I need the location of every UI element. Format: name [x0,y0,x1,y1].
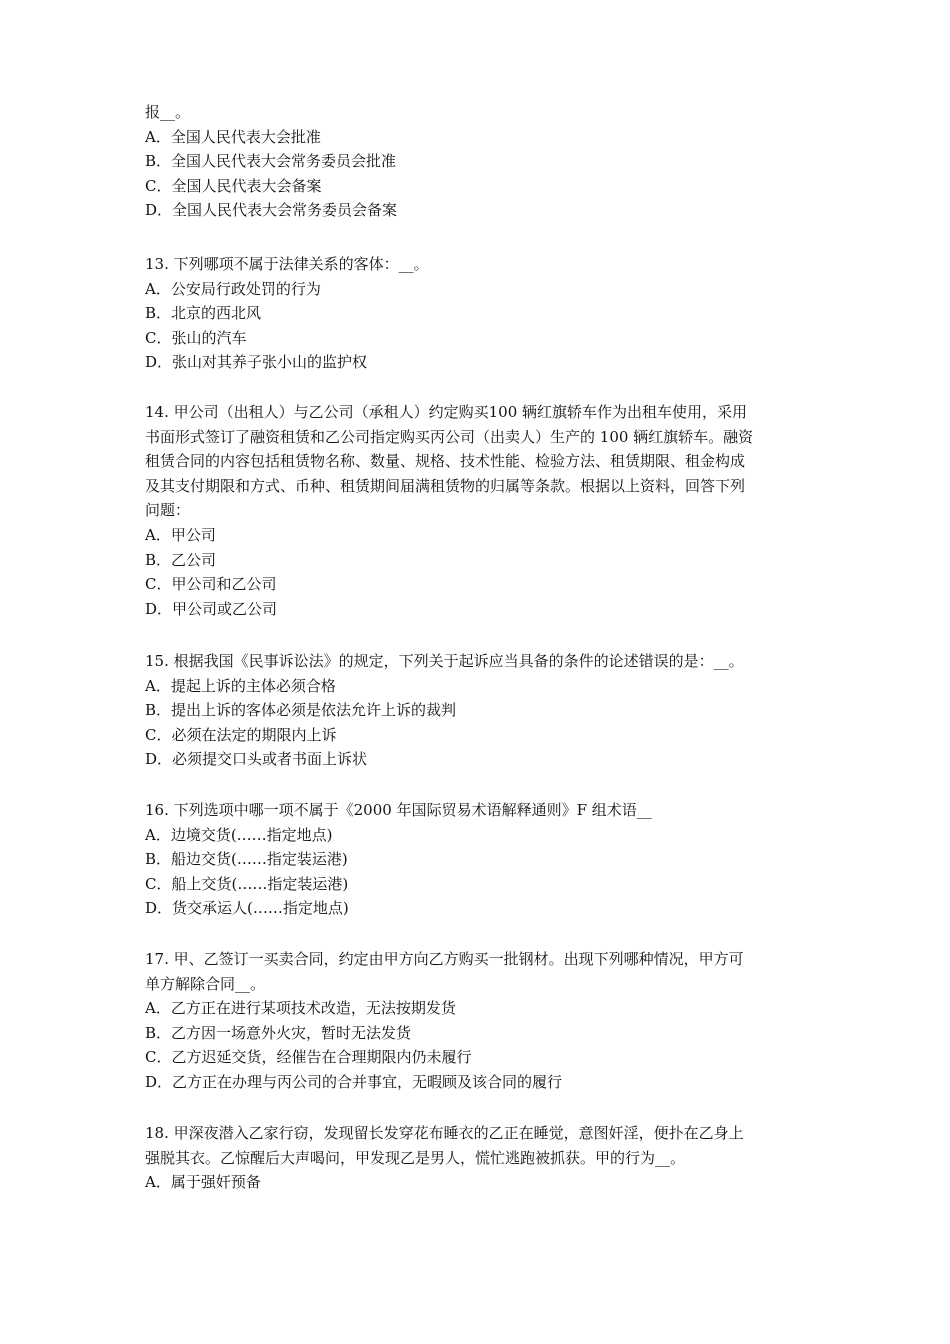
question-15 [145,649,825,772]
question-stem: 15. 根据我国《民事诉讼法》的规定，下列关于起诉应当具备的条件的论述错误的是：__。 [145,652,744,670]
option-d: D．全国人民代表大会常务委员会备案 [145,201,398,220]
option-d: D．乙方正在办理与丙公司的合并事宜，无暇顾及该合同的履行 [145,1072,563,1091]
question-stem-line: 租赁合同的内容包括租赁物名称、数量、规格、技术性能、检验方法、租赁期限、租金构成 [145,452,746,471]
question-18 [145,1121,825,1195]
option-c: C．必须在法定的期限内上诉 [145,725,337,744]
option-d: D．甲公司或乙公司 [145,599,278,618]
question-stem-line: 18. 甲深夜潜入乙家行窃，发现留长发穿花布睡衣的乙正在睡觉，意图奸淫，便扑在乙身上 [145,1124,744,1142]
option-a: A．属于强奸预备 [145,1173,261,1192]
option-a: A．提起上诉的主体必须合格 [145,676,336,695]
option-a: A．边境交货(……指定地点) [145,825,333,844]
question-13 [145,252,825,375]
option-c: C．船上交货(……指定装运港) [145,874,349,893]
question-17 [145,947,825,1095]
question-stem-line: 书面形式签订了融资租赁和乙公司指定购买丙公司（出卖人）生产的 100 辆红旗轿车。融资 [145,427,754,446]
option-c: C．甲公司和乙公司 [145,575,277,594]
option-a: A．公安局行政处罚的行为 [145,279,321,298]
option-c: C．乙方迟延交货，经催告在合理期限内仍未履行 [145,1048,472,1067]
question-stem-line: 单方解除合同__。 [145,974,266,993]
option-b: B．提出上诉的客体必须是依法允许上诉的裁判 [145,701,457,720]
question-14 [145,400,825,621]
option-b: B．北京的西北风 [145,304,262,323]
option-a: A．乙方正在进行某项技术改造，无法按期发货 [145,999,456,1018]
question-stem-line: 问题： [145,501,191,520]
question-stem-line: 及其支付期限和方式、币种、租赁期间届满租赁物的归属等条款。根据以上资料，回答下列 [145,476,746,495]
question-stem: 报__。 [145,103,191,121]
option-c: C．张山的汽车 [145,328,247,347]
option-c: C．全国人民代表大会备案 [145,176,322,195]
question-stem-line: 14. 甲公司（出租人）与乙公司（承租人）约定购买100 辆红旗轿车作为出租车使用，采用 [145,403,748,421]
question-stem: 13. 下列哪项不属于法律关系的客体：__。 [145,255,429,273]
option-d: D．货交承运人(……指定地点) [145,899,349,918]
option-b: B．乙方因一场意外火灾，暂时无法发货 [145,1023,412,1042]
option-d: D．必须提交口头或者书面上诉状 [145,750,368,769]
option-d: D．张山对其养子张小山的监护权 [145,353,368,372]
option-a: A．甲公司 [145,525,216,544]
option-a: A．全国人民代表大会批准 [145,127,321,146]
question-stem: 16. 下列选项中哪一项不属于《2000 年国际贸易术语解释通则》F 组术语__ [145,801,652,819]
option-b: B．乙公司 [145,550,217,569]
option-b: B．全国人民代表大会常务委员会批准 [145,152,397,171]
question-stem-line: 强脱其衣。乙惊醒后大声喝问，甲发现乙是男人，慌忙逃跑被抓获。甲的行为__。 [145,1148,686,1167]
question-stem-line: 17. 甲、乙签订一买卖合同，约定由甲方向乙方购买一批钢材。出现下列哪种情况，甲方可 [145,950,744,968]
question-16 [145,798,825,921]
option-b: B．船边交货(……指定装运港) [145,850,348,869]
question-12-continuation [145,100,825,223]
